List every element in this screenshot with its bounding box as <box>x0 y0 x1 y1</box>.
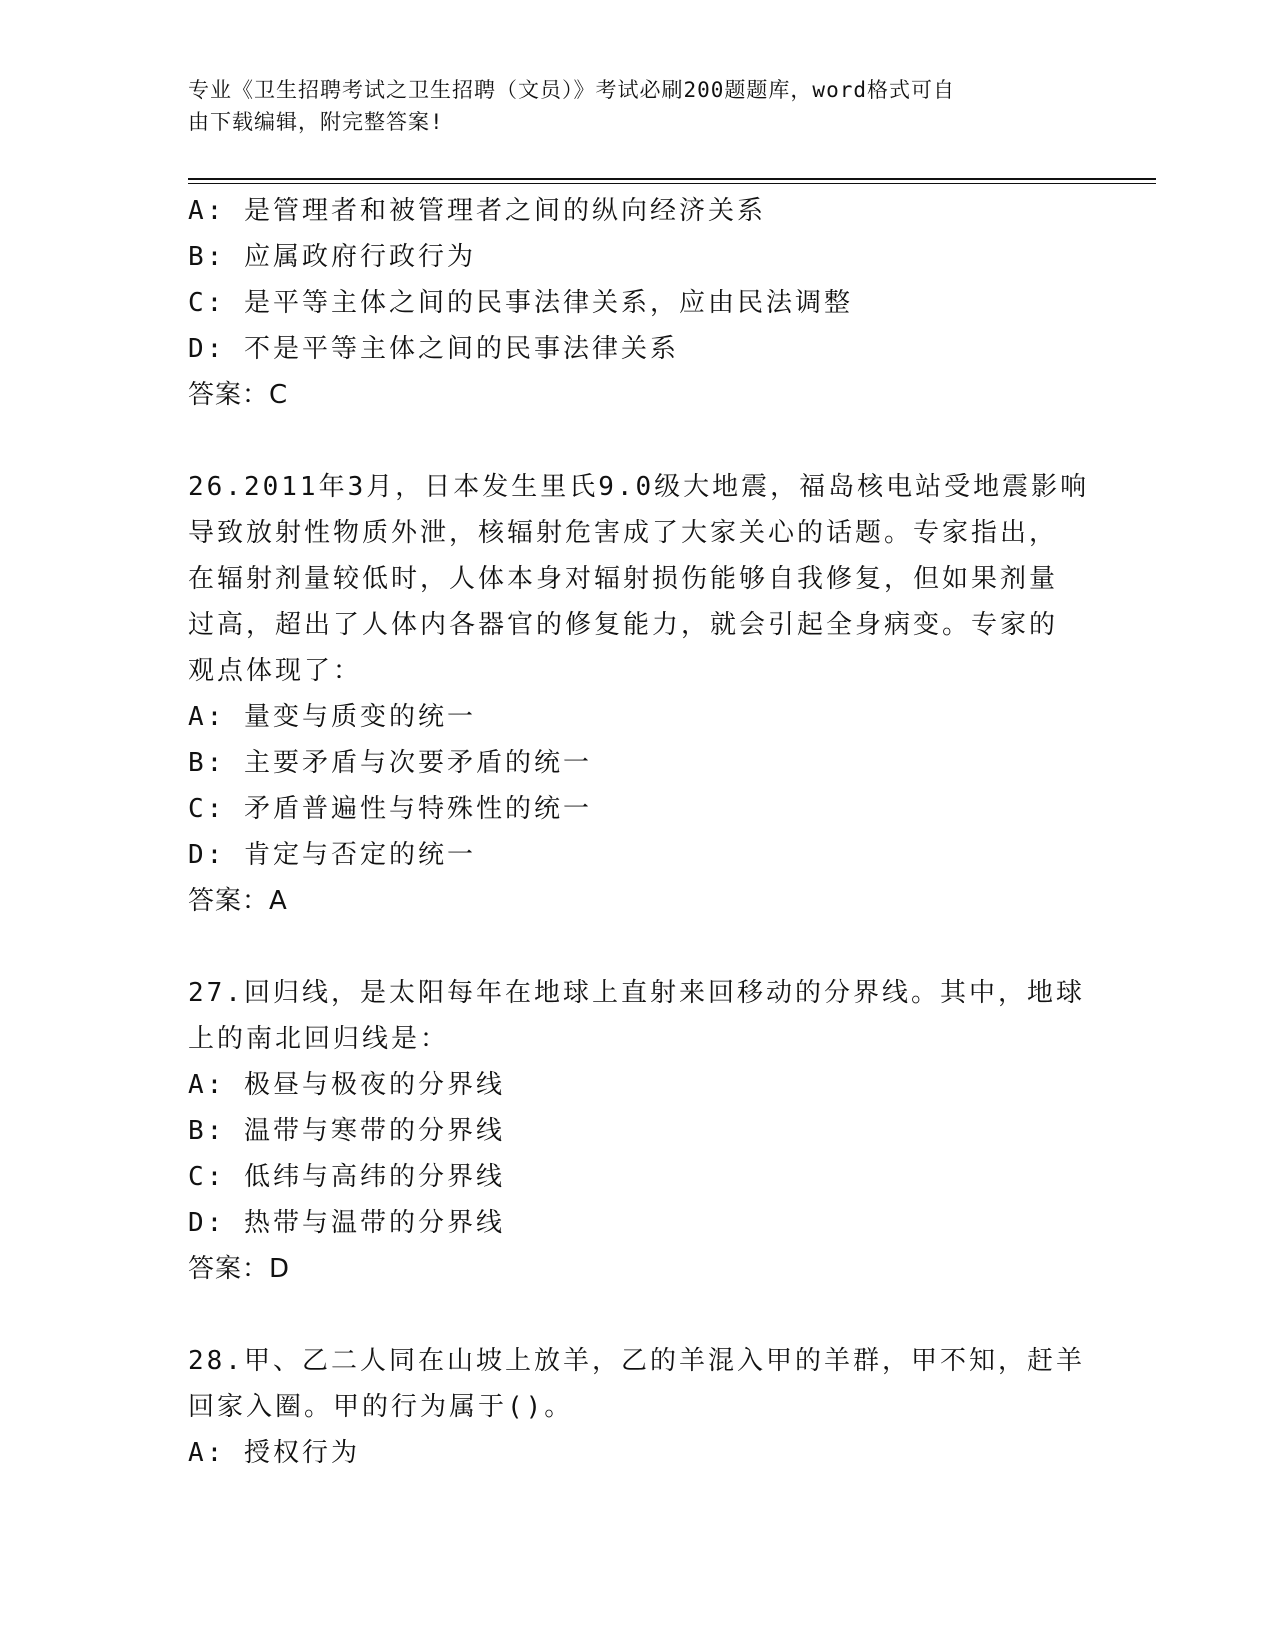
question-stem-line: 在辐射剂量较低时，人体本身对辐射损伤能够自我修复，但如果剂量 <box>188 564 1059 594</box>
header-rule-thick <box>188 178 1156 180</box>
option-a: A: 量变与质变的统一 <box>188 702 476 732</box>
option-b: B: 应属政府行政行为 <box>188 242 476 272</box>
question-stem-line: 26.2011年3月，日本发生里氏9.0级大地震，福岛核电站受地震影响 <box>188 472 1090 502</box>
question-28 <box>188 1338 1088 1476</box>
question-stem-line: 上的南北回归线是： <box>188 1024 450 1054</box>
option-b: B: 温带与寒带的分界线 <box>188 1116 505 1146</box>
header-line-1: 专业《卫生招聘考试之卫生招聘（文员）》考试必刷200题题库，word格式可自 <box>188 78 955 102</box>
option-a: A: 授权行为 <box>188 1438 360 1468</box>
option-b: B: 主要矛盾与次要矛盾的统一 <box>188 748 592 778</box>
question-26 <box>188 464 1088 924</box>
answer: 答案：A <box>188 886 288 916</box>
header-line-2: 由下载编辑，附完整答案! <box>188 110 444 134</box>
option-c: C: 矛盾普遍性与特殊性的统一 <box>188 794 592 824</box>
question-stem-line: 导致放射性物质外泄，核辐射危害成了大家关心的话题。专家指出， <box>188 518 1059 548</box>
option-c: C: 是平等主体之间的民事法律关系，应由民法调整 <box>188 288 853 318</box>
question-stem-line: 观点体现了： <box>188 656 363 686</box>
question-stem-line: 过高，超出了人体内各器官的修复能力，就会引起全身病变。专家的 <box>188 610 1059 640</box>
question-stem-line: 回家入圈。甲的行为属于()。 <box>188 1392 574 1422</box>
option-a: A: 极昼与极夜的分界线 <box>188 1070 505 1100</box>
answer: 答案：C <box>188 380 289 410</box>
option-d: D: 不是平等主体之间的民事法律关系 <box>188 334 679 364</box>
question-stem-line: 27.回归线，是太阳每年在地球上直射来回移动的分界线。其中，地球 <box>188 978 1085 1008</box>
option-c: C: 低纬与高纬的分界线 <box>188 1162 505 1192</box>
answer: 答案：D <box>188 1254 291 1284</box>
option-a: A: 是管理者和被管理者之间的纵向经济关系 <box>188 196 766 226</box>
question-stem-line: 28.甲、乙二人同在山坡上放羊，乙的羊混入甲的羊群，甲不知，赶羊 <box>188 1346 1085 1376</box>
option-d: D: 热带与温带的分界线 <box>188 1208 505 1238</box>
question-25 <box>188 188 1088 418</box>
question-27 <box>188 970 1088 1292</box>
header-rule-thin <box>188 183 1156 184</box>
question-content <box>188 188 1088 1476</box>
document-header <box>188 74 1068 138</box>
option-d: D: 肯定与否定的统一 <box>188 840 476 870</box>
